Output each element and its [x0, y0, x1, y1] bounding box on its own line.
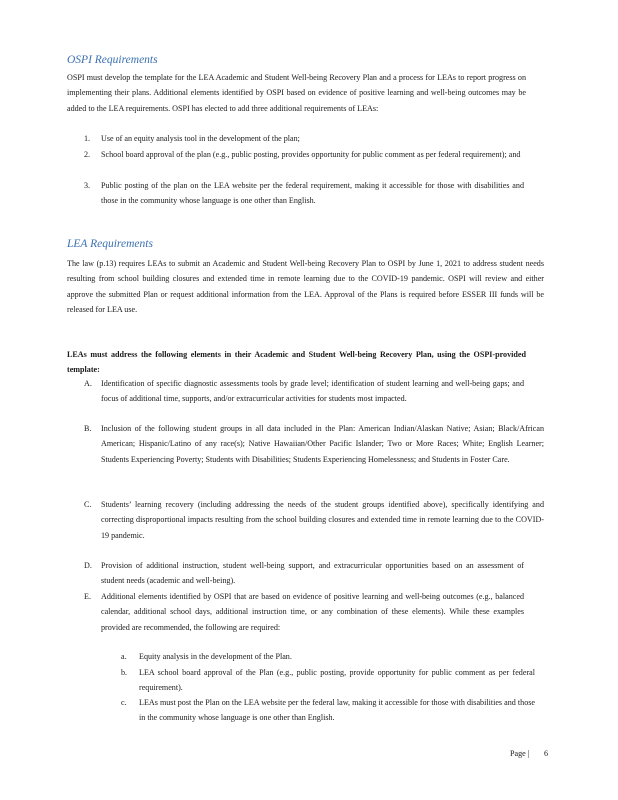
list-marker: A.: [84, 379, 92, 388]
sublist-item: LEA school board approval of the Plan (e.g., public posting, provide opportunity for public comment as per federal requirement).: [139, 668, 535, 693]
sublist-item: Equity analysis in the development of the Plan.: [139, 652, 292, 661]
sublist-marker: c.: [121, 698, 127, 707]
list-marker: 1.: [84, 134, 91, 143]
section-heading-lea-requirements: LEA Requirements: [67, 238, 153, 250]
page-number: 6: [544, 749, 549, 758]
list-item: Identification of specific diagnostic assessments tools by grade level; identification of student learning and well-being gaps; and focus of additional time, supports, and/or extracurricular activities for students most impacted.: [101, 379, 524, 404]
list-marker: 3.: [84, 181, 91, 190]
lea-intro-paragraph: The law (p.13) requires LEAs to submit an Academic and Student Well-being Recovery Plan to OSPI by June 1, 2021 to address student needs resulting from school building closures and extended time in remote learning due to the COVID-19 pandemic. OSPI will review and either approve the submitted Plan or request additional information from the LEA. Approval of the Plans is required before ESSER III funds will be released for LEA use.: [67, 259, 544, 314]
list-item: Inclusion of the following student groups in all data included in the Plan: American Indian/Alaskan Native; Asian; Black/African American; Hispanic/Latino of any race(s); Native Hawaiian/Other Pacific Islander; Two or More Races; White; English Learner; Students Experiencing Poverty; Students with Disabilities; Students Experiencing Homelessness; and Students in Foster Care.: [101, 424, 544, 464]
list-item: Additional elements identified by OSPI that are based on evidence of positive learning and well-being outcomes (e.g., balanced calendar, additional school days, additional instruction time, or any combination of these elements). While these examples provided are recommended, the following are required:: [101, 592, 524, 632]
list-item: Public posting of the plan on the LEA website per the federal requirement, making it accessible for those with disabilities and those in the community whose language is one other than English.: [101, 181, 524, 206]
sublist-item: LEAs must post the Plan on the LEA website per the federal law, making it accessible for those with disabilities and those in the community whose language is one other than English.: [139, 698, 535, 723]
list-marker: E.: [84, 592, 91, 601]
list-marker: C.: [84, 500, 92, 509]
sublist-marker: b.: [121, 668, 128, 677]
ospi-intro-paragraph: OSPI must develop the template for the LEA Academic and Student Well-being Recovery Plan and a process for LEAs to report progress on implementing their plans. Additional elements identified by OSPI based on evidence of positive learning and well-being outcomes may be added to the LEA requirements. OSPI has elected to add three additional requirements of LEAs:: [67, 73, 526, 113]
sublist-marker: a.: [121, 652, 127, 661]
list-item: Students’ learning recovery (including addressing the needs of the student groups identified above), specifically identifying and correcting disproportional impacts resulting from the school building closures and extended time in remote learning due to the COVID-19 pandemic.: [101, 500, 544, 540]
list-marker: B.: [84, 424, 92, 433]
list-marker: 2.: [84, 150, 91, 159]
list-item: School board approval of the plan (e.g., public posting, provides opportunity for public comment as per federal requirement); and: [101, 150, 521, 159]
section-heading-ospi-requirements: OSPI Requirements: [67, 54, 158, 66]
list-marker: D.: [84, 561, 92, 570]
list-item: Use of an equity analysis tool in the development of the plan;: [101, 134, 300, 143]
list-item: Provision of additional instruction, student well-being support, and extracurricular opportunities based on an assessment of student needs (academic and well-being).: [101, 561, 524, 586]
page-number-label: Page |: [510, 749, 530, 758]
elements-lead-text: LEAs must address the following elements in their Academic and Student Well-being Recovery Plan, using the OSPI-provided template:: [67, 350, 526, 375]
